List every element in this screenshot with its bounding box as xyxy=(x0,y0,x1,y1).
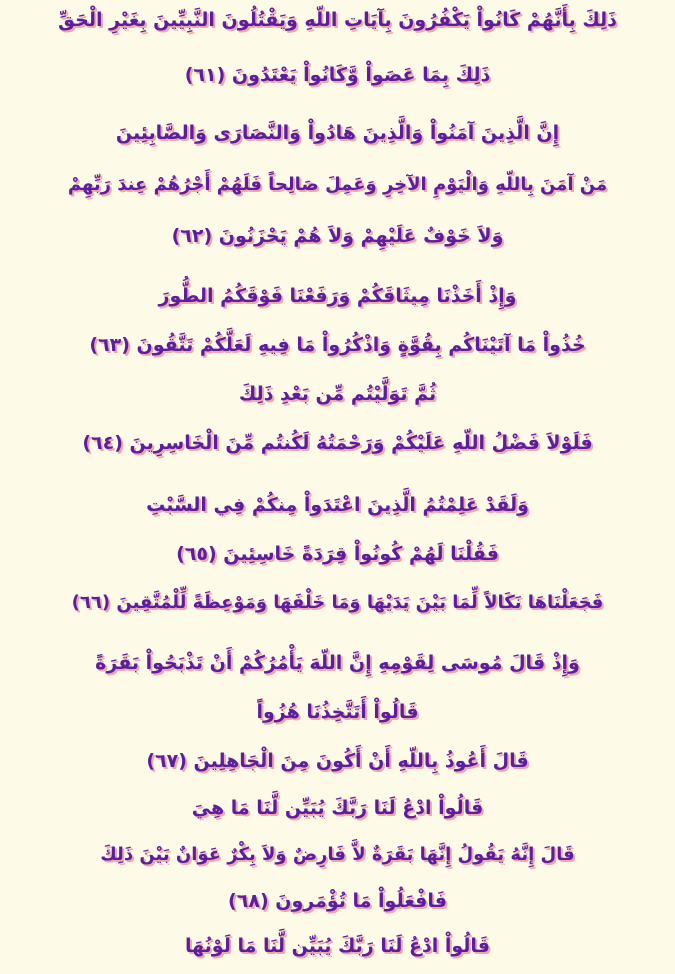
verse-line: ثُمَّ تَوَلَّيْتُم مِّن بَعْدِ ذَلِكَ xyxy=(238,383,437,405)
verse-line: قَالُواْ ادْعُ لَنَا رَبَّكَ يُبَيِّن لَّنَا مَا لَوْنُهَا xyxy=(185,935,490,957)
verse-line: وَلاَ خَوْفٌ عَلَيْهِمْ وَلاَ هُمْ يَحْزَنُونَ (٦٢) xyxy=(171,225,504,247)
verse-line: ذَلِكَ بِأَنَّهُمْ كَانُواْ يَكْفُرُونَ بِآيَاتِ اللّهِ وَيَقْتُلُونَ النَّبِيِّينَ بِغَيْرِ الْحَقِّ xyxy=(58,9,617,31)
verse-line: وَإِذْ قَالَ مُوسَى لِقَوْمِهِ إِنَّ اللّهَ يَأْمُرُكُمْ أَنْ تَذْبَحُواْ بَقَرَةً xyxy=(95,652,580,674)
verse-line: وَإِذْ أَخَذْنَا مِيثَاقَكُمْ وَرَفَعْنَا فَوْقَكُمُ الطُّورَ xyxy=(158,285,517,307)
verse-line: إِنَّ الَّذِينَ آمَنُواْ وَالَّذِينَ هَادُواْ وَالنَّصَارَى وَالصَّابِئِينَ xyxy=(115,122,560,144)
verse-line: قَالُواْ ادْعُ لَنَا رَبَّكَ يُبَيِّن لَّنَا مَا هِيَ xyxy=(191,797,484,819)
verse-line: وَلَقَدْ عَلِمْتُمُ الَّذِينَ اعْتَدَواْ مِنكُمْ فِي السَّبْتِ xyxy=(146,494,529,516)
verse-line: مَنْ آمَنَ بِاللّهِ وَالْيَوْمِ الآخِرِ وَعَمِلَ صَالِحاً فَلَهُمْ أَجْرُهُمْ عِندَ رَبِّهِمْ xyxy=(67,174,608,195)
verse-line: قَالُواْ أَتَتَّخِذُنَا هُزُواً xyxy=(256,701,419,723)
verse-line: ذَلِكَ بِمَا عَصَواْ وَّكَانُواْ يَعْتَدُونَ (٦١) xyxy=(184,64,491,86)
verse-line: قَالَ أَعُوذُ بِاللّهِ أَنْ أَكُونَ مِنَ الْجَاهِلِينَ (٦٧) xyxy=(146,750,529,772)
verse-line: فَافْعَلُواْ مَا تُؤْمَرونَ (٦٨) xyxy=(228,890,447,912)
verse-line: قَالَ إِنَّهُ يَقُولُ إِنَّهَا بَقَرَةٌ لاَّ فَارِضٌ وَلاَ بِكْرٌ عَوَانٌ بَيْنَ ذَلِكَ xyxy=(100,844,575,865)
verse-line: خُذُواْ مَا آتَيْنَاكُم بِقُوَّةٍ وَاذْكُرُواْ مَا فِيهِ لَعَلَّكُمْ تَتَّقُونَ (٦٣) xyxy=(89,334,586,356)
verse-line: فَلَوْلاَ فَضْلُ اللّهِ عَلَيْكُمْ وَرَحْمَتُهُ لَكُنتُم مِّنَ الْخَاسِرِينَ (٦٤) xyxy=(82,432,593,454)
verse-line: فَقُلْنَا لَهُمْ كُونُواْ قِرَدَةً خَاسِئِينَ (٦٥) xyxy=(176,543,499,565)
verse-line: فَجَعَلْنَاهَا نَكَالاً لِّمَا بَيْنَ يَدَيْهَا وَمَا خَلْفَهَا وَمَوْعِظَةً لِّلْمُتَّقِينَ (٦٦) xyxy=(71,592,604,613)
